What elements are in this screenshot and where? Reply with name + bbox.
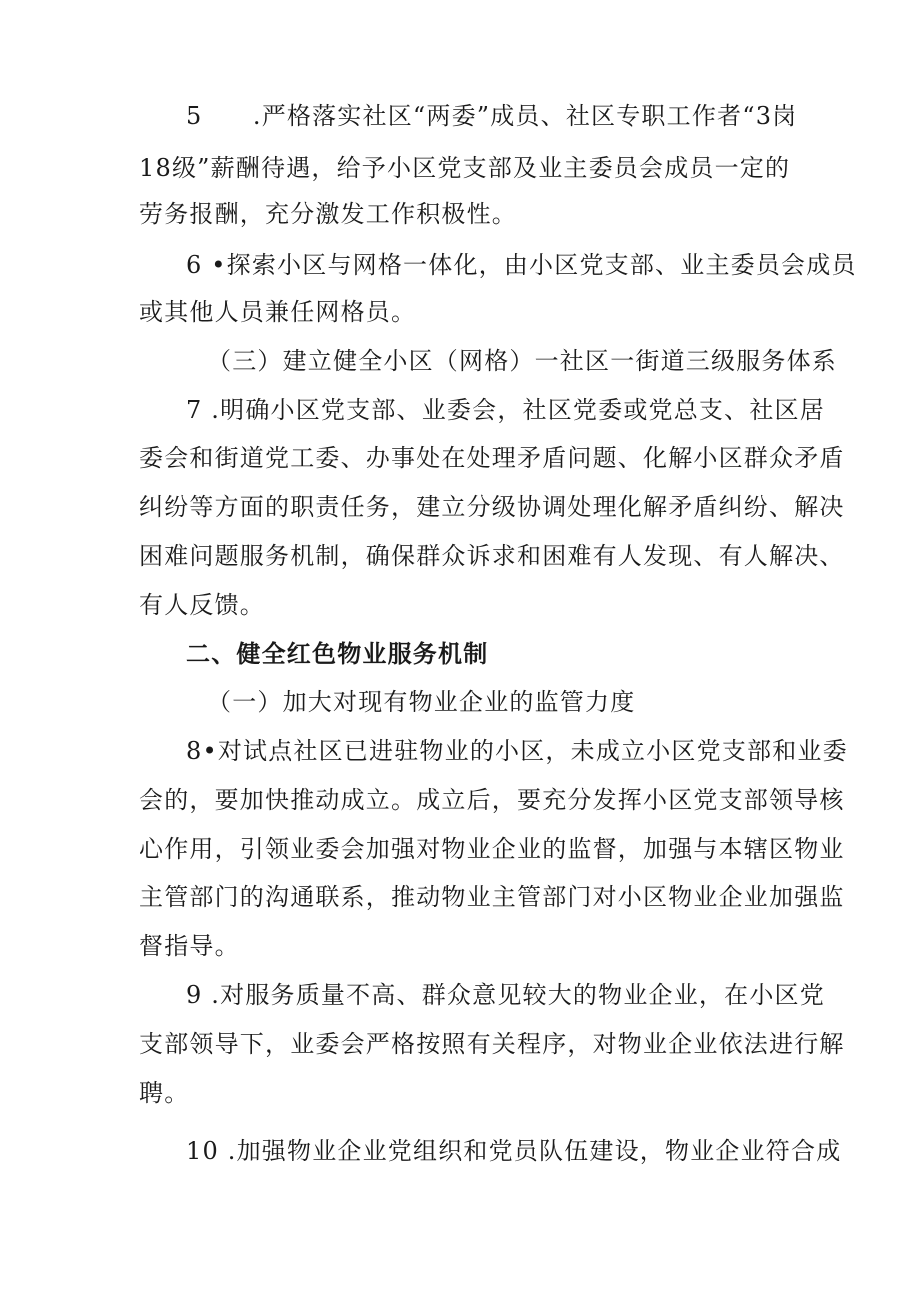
text-line: 主管部门的沟通联系，推动物业主管部门对小区物业企业加强监: [139, 883, 845, 911]
chapter-heading: 二、健全红色物业服务机制: [186, 639, 489, 668]
text-line: 10 .加强物业企业党组织和党员队伍建设，物业企业符合成: [186, 1137, 842, 1165]
text-line: 支部领导下，业委会严格按照有关程序，对物业企业依法进行解: [139, 1030, 845, 1058]
text-line: 5 .严格落实社区“两委”成员、社区专职工作者“3岗: [186, 102, 798, 130]
text-line: 有人反馈。: [139, 591, 265, 619]
text-line: 聘。: [139, 1079, 190, 1107]
text-line: 心作用，引领业委会加强对物业企业的监督，加强与本辖区物业: [139, 835, 845, 863]
text-line: 7 .明确小区党支部、业委会，社区党委或党总支、社区居: [186, 396, 825, 424]
text-line: 18级”薪酬待遇，给予小区党支部及业主委员会成员一定的: [139, 154, 791, 182]
text-line: 会的，要加快推动成立。成立后，要充分发挥小区党支部领导核: [139, 786, 845, 814]
text-line: 或其他人员兼任网格员。: [139, 298, 417, 326]
section-heading: （三）建立健全小区（网格）一社区一街道三级服务体系: [207, 347, 837, 375]
text-line: 8•对试点社区已进驻物业的小区，未成立小区党支部和业委: [186, 737, 848, 765]
text-line: 9 .对服务质量不高、群众意见较大的物业企业，在小区党: [186, 981, 825, 1009]
text-line: 纠纷等方面的职责任务，建立分级协调处理化解矛盾纠纷、解决: [139, 493, 845, 521]
text-line: 劳务报酬，充分激发工作积极性。: [139, 200, 517, 228]
text-line: 委会和街道党工委、办事处在处理矛盾问题、化解小区群众矛盾: [139, 444, 845, 472]
text-line: 督指导。: [139, 932, 240, 960]
text-line: 困难问题服务机制，确保群众诉求和困难有人发现、有人解决、: [139, 542, 845, 570]
section-heading: （一）加大对现有物业企业的监管力度: [207, 688, 636, 716]
text-line: 6 •探索小区与网格一体化，由小区党支部、业主委员会成员: [186, 251, 857, 279]
